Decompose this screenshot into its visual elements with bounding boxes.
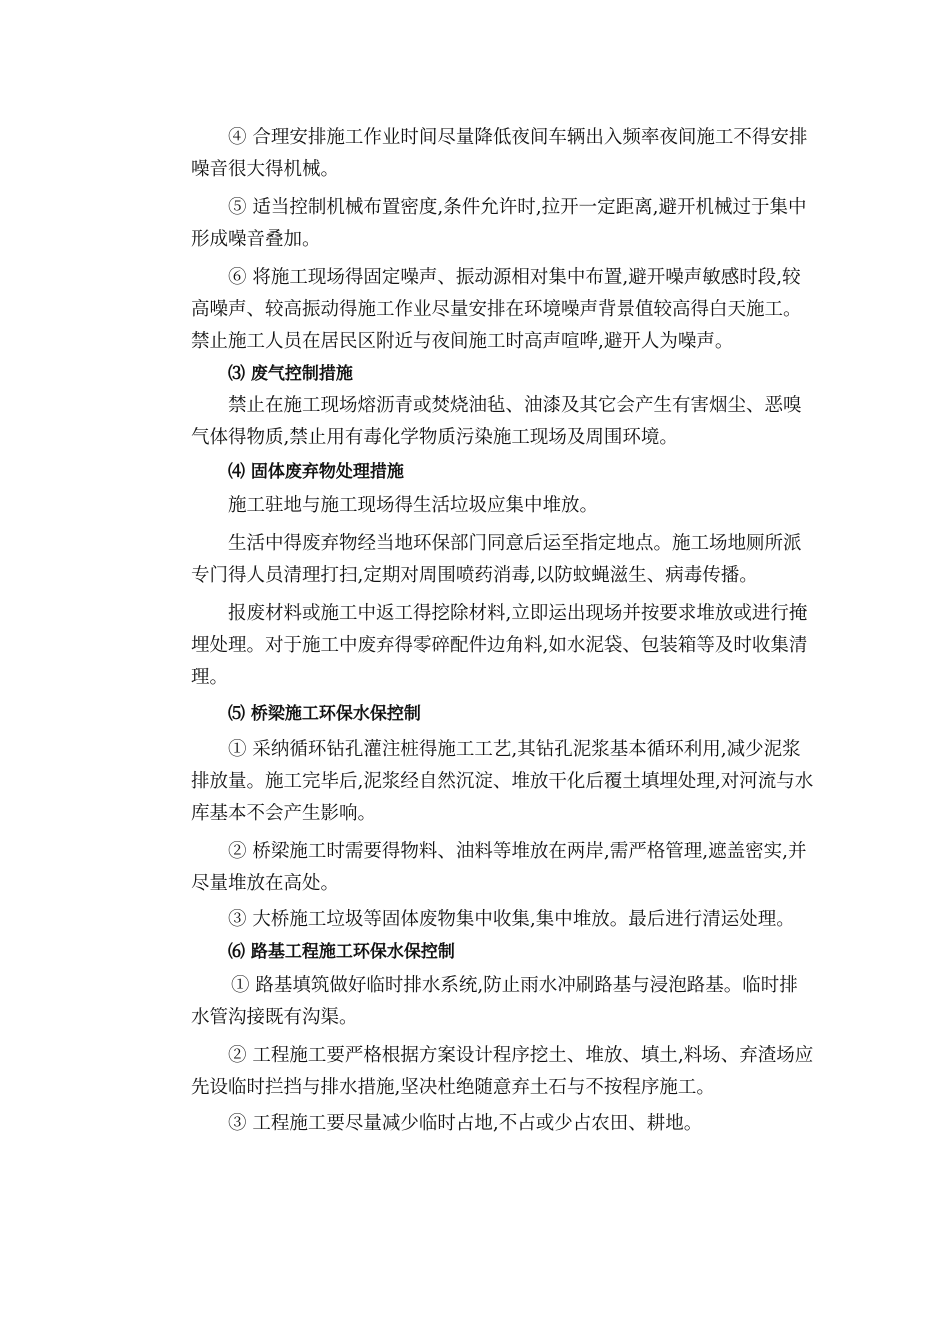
heading-roadbed-protection: ⑹ 路基工程施工环保水保控制 — [228, 942, 455, 962]
paragraph-scrap-materials: 报废材料或施工中返工得挖除材料,立即运出现场并按要求堆放或进行掩埋处理。对于施工中废弃得零碎配件边角料,如水泥袋、包装箱等及时收集清理。 — [191, 603, 808, 688]
paragraph-machine-density: ⑤ 适当控制机械布置密度,条件允许时,拉开一定距离,避开机械过于集中形成噪音叠加。 — [191, 197, 807, 250]
paragraph-roadbed-drainage: ① 路基填筑做好临时排水系统,防止雨水冲刷路基与浸泡路基。临时排水管沟接既有沟渠。 — [191, 975, 798, 1028]
paragraph-land-use: ③ 工程施工要尽量减少临时占地,不占或少占农田、耕地。 — [228, 1113, 703, 1134]
paragraph-roadbed-procedure: ② 工程施工要严格根据方案设计程序挖土、堆放、填土,料场、弃渣场应先设临时拦挡与排水措施,坚决杜绝随意弃土石与不按程序施工。 — [191, 1045, 814, 1098]
paragraph-bridge-materials: ② 桥梁施工时需要得物料、油料等堆放在两岸,需严格管理,遮盖密实,并尽量堆放在高处。 — [191, 841, 807, 894]
paragraph-night-work: ④ 合理安排施工作业时间尽量降低夜间车辆出入频率夜间施工不得安排噪音很大得机械。 — [191, 127, 808, 180]
heading-exhaust-control: ⑶ 废气控制措施 — [228, 364, 353, 384]
paragraph-exhaust: 禁止在施工现场熔沥青或焚烧油毡、油漆及其它会产生有害烟尘、恶嗅气体得物质,禁止用有毒化学物质污染施工现场及周围环境。 — [191, 395, 802, 448]
heading-solid-waste: ⑷ 固体废弃物处理措施 — [228, 462, 404, 482]
document-body — [191, 122, 815, 1140]
paragraph-bridge-drilling: ① 采纳循环钻孔灌注桩得施工工艺,其钻孔泥浆基本循环利用,减少泥浆排放量。施工完毕后,泥浆经自然沉淀、堆放干化后覆土填埋处理,对河流与水库基本不会产生影响。 — [191, 739, 814, 824]
paragraph-garbage-piling: 施工驻地与施工现场得生活垃圾应集中堆放。 — [228, 495, 599, 516]
paragraph-noise-sources: ⑥ 将施工现场得固定噪声、振动源相对集中布置,避开噪声敏感时段,较高噪声、较高振动得施工作业尽量安排在环境噪声背景值较高得白天施工。禁止施工人员在居民区附近与夜间施工时高声喧哗,避开人为噪声。 — [191, 267, 802, 352]
paragraph-bridge-waste: ③ 大桥施工垃圾等固体废物集中收集,集中堆放。最后进行清运处理。 — [228, 909, 795, 930]
heading-bridge-protection: ⑸ 桥梁施工环保水保控制 — [228, 704, 421, 724]
paragraph-waste-disposal: 生活中得废弃物经当地环保部门同意后运至指定地点。施工场地厕所派专门得人员清理打扫,定期对周围喷药消毒,以防蚊蝇滋生、病毒传播。 — [191, 533, 802, 586]
